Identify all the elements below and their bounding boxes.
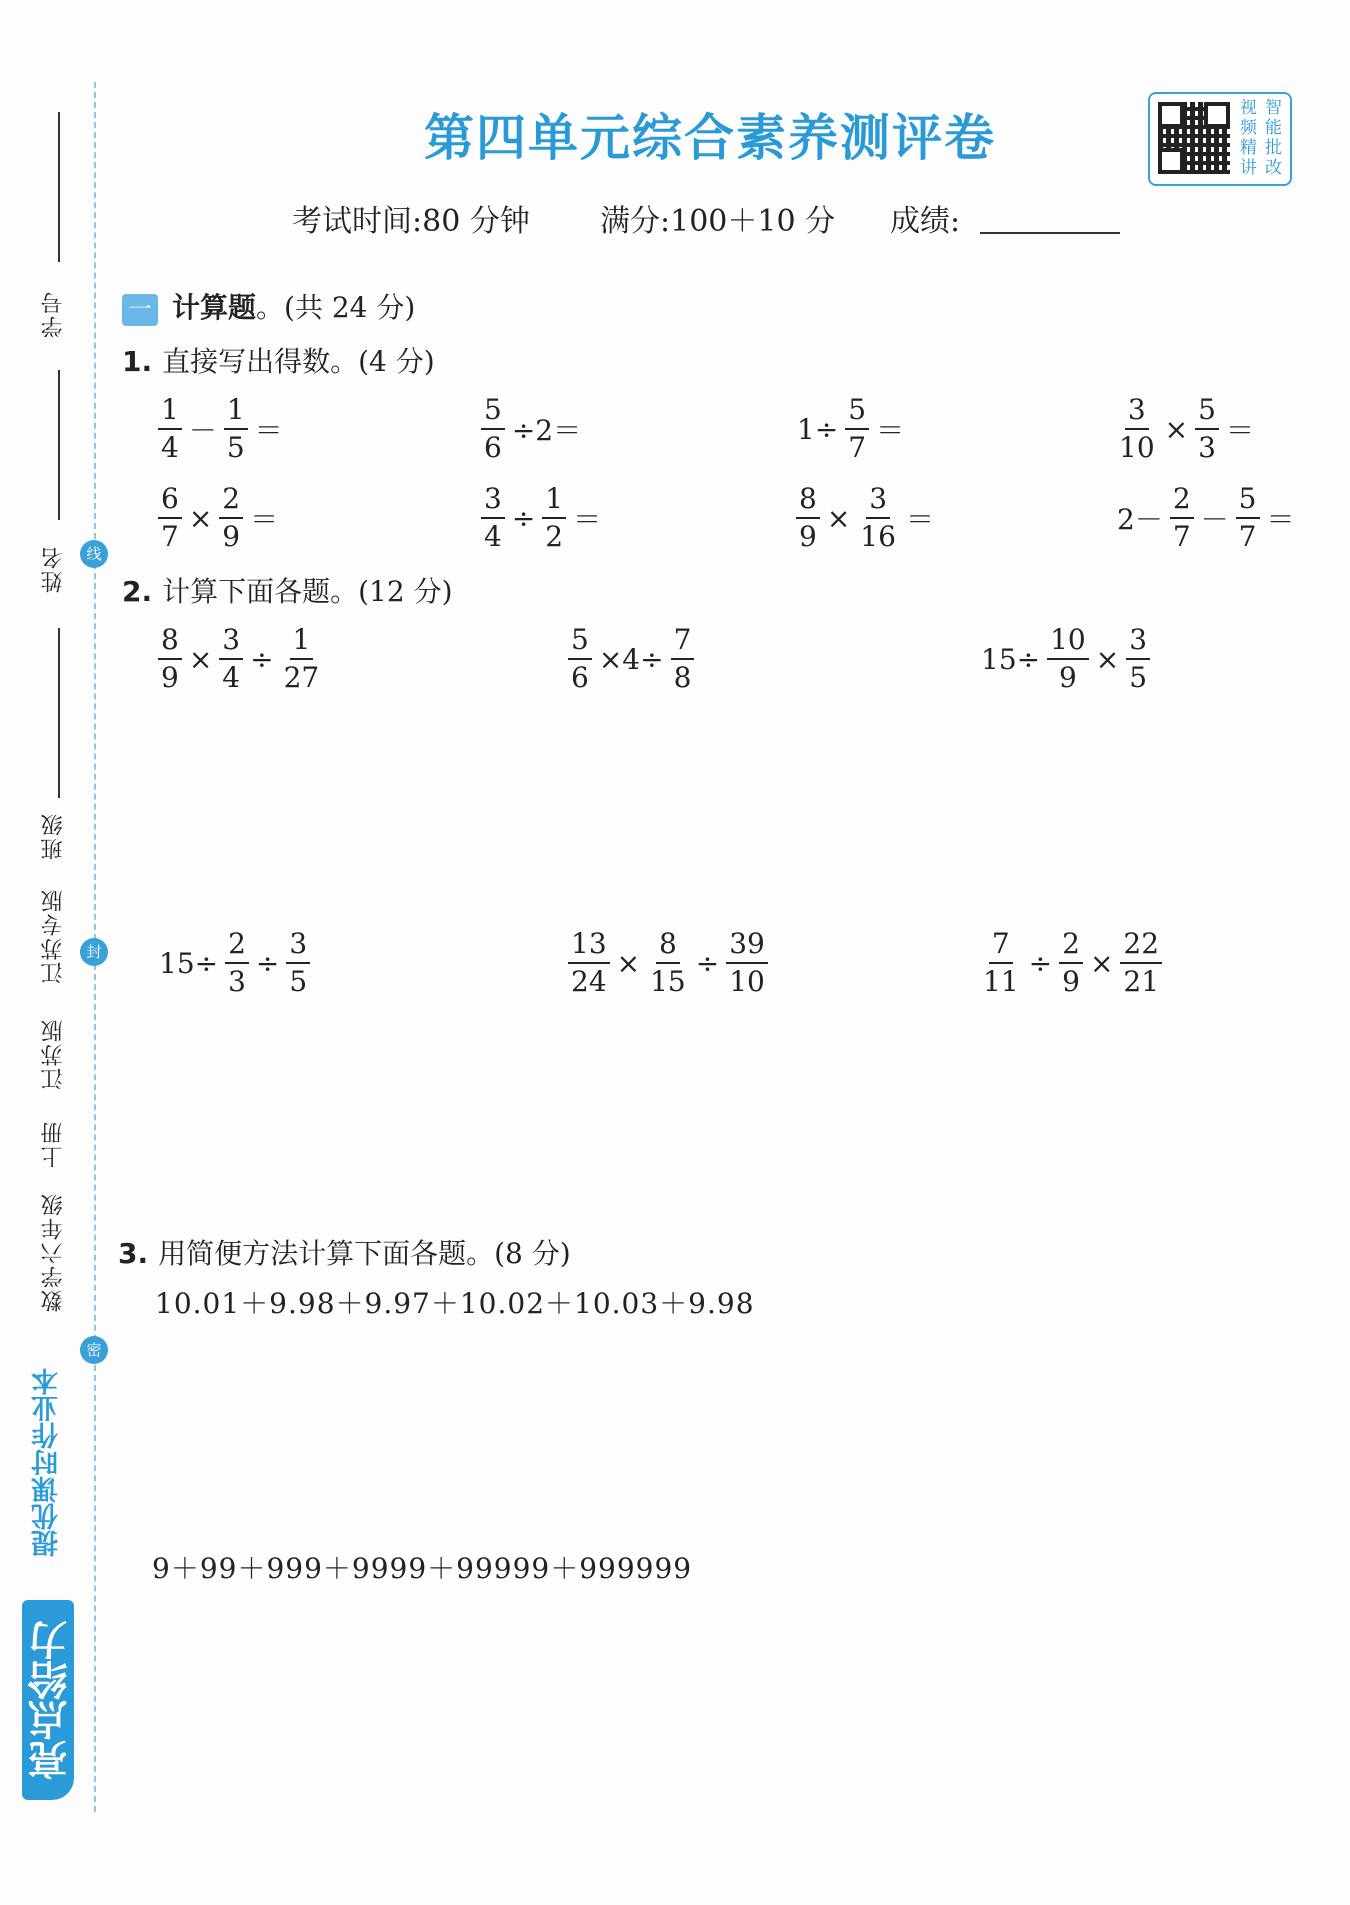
seal-mark-line: 线 (80, 540, 108, 568)
denominator: 11 (983, 965, 1019, 998)
fraction (1120, 927, 1162, 998)
operator: ÷ (511, 501, 536, 535)
fraction (1195, 393, 1219, 464)
edition-label: 江苏版 (41, 1018, 66, 1090)
operator: － (188, 414, 217, 447)
denominator: 5 (289, 965, 308, 998)
operator: × (188, 642, 213, 676)
grade-label: 数学六年级 (41, 1192, 66, 1312)
numerator: 10 (1047, 626, 1089, 660)
math-expression (977, 927, 1165, 998)
fraction (845, 393, 869, 464)
operator: ÷ (250, 642, 274, 676)
operator: × (188, 501, 213, 535)
denominator: 7 (1172, 520, 1191, 553)
math-expression (155, 623, 325, 694)
numerator: 7 (989, 930, 1013, 964)
seal-mark-seal: 封 (80, 938, 108, 966)
operator: × (616, 946, 641, 980)
fraction (219, 623, 243, 694)
math-expression (478, 393, 585, 464)
seal-mark-secret: 密 (80, 1336, 108, 1364)
numerator: 3 (1125, 396, 1149, 430)
fraction (796, 482, 820, 553)
fraction (1059, 927, 1083, 998)
fraction (568, 623, 592, 694)
brand-logo (22, 1600, 74, 1800)
fraction (481, 482, 505, 553)
denominator: 6 (484, 431, 502, 464)
fraction (647, 927, 689, 998)
section-number-badge: 一 (122, 294, 158, 326)
denominator: 9 (161, 661, 179, 694)
numerator: 6 (158, 485, 182, 519)
operator: ÷ (255, 946, 280, 980)
numerator: 3 (286, 930, 310, 964)
denominator: 3 (1198, 431, 1216, 464)
question-3-heading (118, 1232, 571, 1272)
numerator: 3 (866, 485, 890, 519)
operator: ＝ (250, 503, 279, 536)
math-expression (155, 482, 282, 553)
numerator: 3 (1126, 626, 1150, 660)
fraction (1126, 623, 1150, 694)
math-expression (793, 482, 938, 553)
numerator: 5 (845, 396, 869, 430)
numerator: 13 (568, 930, 610, 964)
denominator: 6 (571, 661, 589, 694)
student-id-label: 学号 (41, 290, 66, 338)
fraction (219, 482, 243, 553)
fraction (568, 927, 610, 998)
student-id-blank (58, 112, 60, 262)
question-number: 2. (122, 575, 153, 608)
fraction (1236, 482, 1260, 553)
math-expression (155, 393, 287, 464)
operator: 2－ (1117, 503, 1163, 536)
numerator: 8 (158, 626, 182, 660)
numerator: 1 (158, 396, 182, 430)
denominator: 4 (222, 661, 241, 694)
score-label: 成绩: (890, 204, 961, 239)
denominator: 10 (729, 965, 765, 998)
operator: 15÷ (159, 946, 219, 980)
section-heading (122, 286, 415, 326)
operator: － (1200, 503, 1229, 536)
question-text: 计算下面各题。(12 分) (162, 575, 453, 608)
numerator: 8 (656, 930, 680, 964)
numerator: 22 (1120, 930, 1162, 964)
operator: ＝ (876, 414, 905, 447)
numerator: 2 (1170, 485, 1194, 519)
math-expression (977, 623, 1153, 694)
fraction (980, 927, 1022, 998)
denominator: 9 (222, 520, 241, 553)
series-name: 提优课时作业本 (32, 1368, 63, 1557)
fraction (224, 393, 248, 464)
operator: ＝ (1225, 414, 1254, 447)
denominator: 5 (226, 431, 245, 464)
operator: 1÷ (797, 412, 839, 446)
name-label: 姓名 (41, 545, 66, 593)
operator: ＝ (254, 414, 283, 447)
fraction (1116, 393, 1158, 464)
math-expression (478, 482, 605, 553)
qr-code-panel[interactable] (1148, 92, 1292, 186)
numerator: 39 (726, 930, 768, 964)
question-number: 1. (122, 345, 153, 378)
denominator: 9 (1062, 965, 1080, 998)
numerator: 2 (219, 485, 243, 519)
denominator: 4 (484, 520, 502, 553)
name-blank (58, 370, 60, 520)
numerator: 5 (1236, 485, 1260, 519)
simplify-expression: 10.01＋9.98＋9.97＋10.02＋10.03＋9.98 (155, 1287, 755, 1320)
numerator: 5 (481, 396, 505, 430)
brand-text: 亮点给力 (28, 1620, 74, 1780)
qr-code-labels: 视 智 频 能 精 批 讲 改 (1240, 98, 1282, 178)
denominator: 27 (283, 661, 320, 694)
fraction (671, 623, 695, 694)
fraction (542, 482, 566, 553)
numerator: 3 (219, 626, 243, 660)
operator: ÷ (1028, 946, 1053, 980)
fraction (158, 623, 182, 694)
question-1-heading (122, 340, 435, 380)
math-expression (793, 393, 908, 464)
operator: × (1089, 946, 1114, 980)
math-expression (155, 927, 313, 998)
math-expression (565, 623, 697, 694)
operator: 15÷ (981, 642, 1041, 676)
operator: ÷2＝ (511, 414, 582, 447)
numerator: 5 (1195, 396, 1219, 430)
operator: × (1164, 412, 1189, 446)
page-title: 第四单元综合素养测评卷 (424, 108, 996, 167)
fraction (857, 482, 899, 553)
fraction (1170, 482, 1194, 553)
fraction (225, 927, 249, 998)
numerator: 3 (481, 485, 505, 519)
exam-time: 考试时间:80 分钟 (292, 204, 530, 239)
section-points: 。(共 24 分) (256, 291, 416, 324)
numerator: 7 (671, 626, 695, 660)
numerator: 8 (796, 485, 820, 519)
denominator: 24 (571, 965, 607, 998)
operator: ＝ (573, 503, 602, 536)
fraction (1047, 623, 1089, 694)
full-score: 满分:100＋10 分 (600, 204, 836, 239)
operator: × (826, 501, 851, 535)
score-blank[interactable] (980, 232, 1120, 234)
denominator: 9 (1059, 661, 1077, 694)
math-expression (1113, 393, 1258, 464)
fraction (726, 927, 768, 998)
fraction (158, 482, 182, 553)
numerator: 1 (542, 485, 566, 519)
denominator: 2 (545, 520, 564, 553)
class-blank (58, 628, 60, 798)
numerator: 5 (568, 626, 592, 660)
numerator: 1 (224, 396, 248, 430)
section-title: 计算题 (172, 291, 257, 324)
numerator: 2 (225, 930, 249, 964)
fraction (281, 623, 323, 694)
denominator: 9 (799, 520, 817, 553)
volume-label: 上册 (41, 1120, 66, 1168)
fraction (286, 927, 310, 998)
question-2-heading (122, 570, 453, 610)
denominator: 16 (860, 520, 896, 553)
qr-code-icon (1158, 102, 1230, 174)
denominator: 8 (673, 661, 692, 694)
fraction (158, 393, 182, 464)
question-number: 3. (118, 1237, 149, 1270)
denominator: 4 (161, 431, 179, 464)
denominator: 15 (650, 965, 686, 998)
operator: ÷ (695, 946, 720, 980)
math-expression (565, 927, 771, 998)
numerator: 1 (290, 626, 314, 660)
denominator: 7 (161, 520, 179, 553)
denominator: 21 (1123, 965, 1160, 998)
operator: ＝ (905, 503, 934, 536)
edition-tag: 江苏专版 (41, 888, 66, 984)
class-label: 班级 (41, 812, 66, 860)
simplify-expression: 9＋99＋999＋9999＋99999＋999999 (152, 1552, 693, 1585)
denominator: 5 (1129, 661, 1148, 694)
operator: ×4÷ (598, 642, 664, 676)
fraction (481, 393, 505, 464)
math-expression (1113, 482, 1299, 553)
denominator: 3 (228, 965, 246, 998)
numerator: 2 (1059, 930, 1083, 964)
question-text: 用简便方法计算下面各题。(8 分) (158, 1237, 571, 1270)
denominator: 7 (848, 431, 867, 464)
denominator: 7 (1238, 520, 1257, 553)
denominator: 10 (1119, 431, 1155, 464)
operator: × (1095, 642, 1120, 676)
question-text: 直接写出得数。(4 分) (162, 345, 435, 378)
operator: ＝ (1266, 503, 1295, 536)
